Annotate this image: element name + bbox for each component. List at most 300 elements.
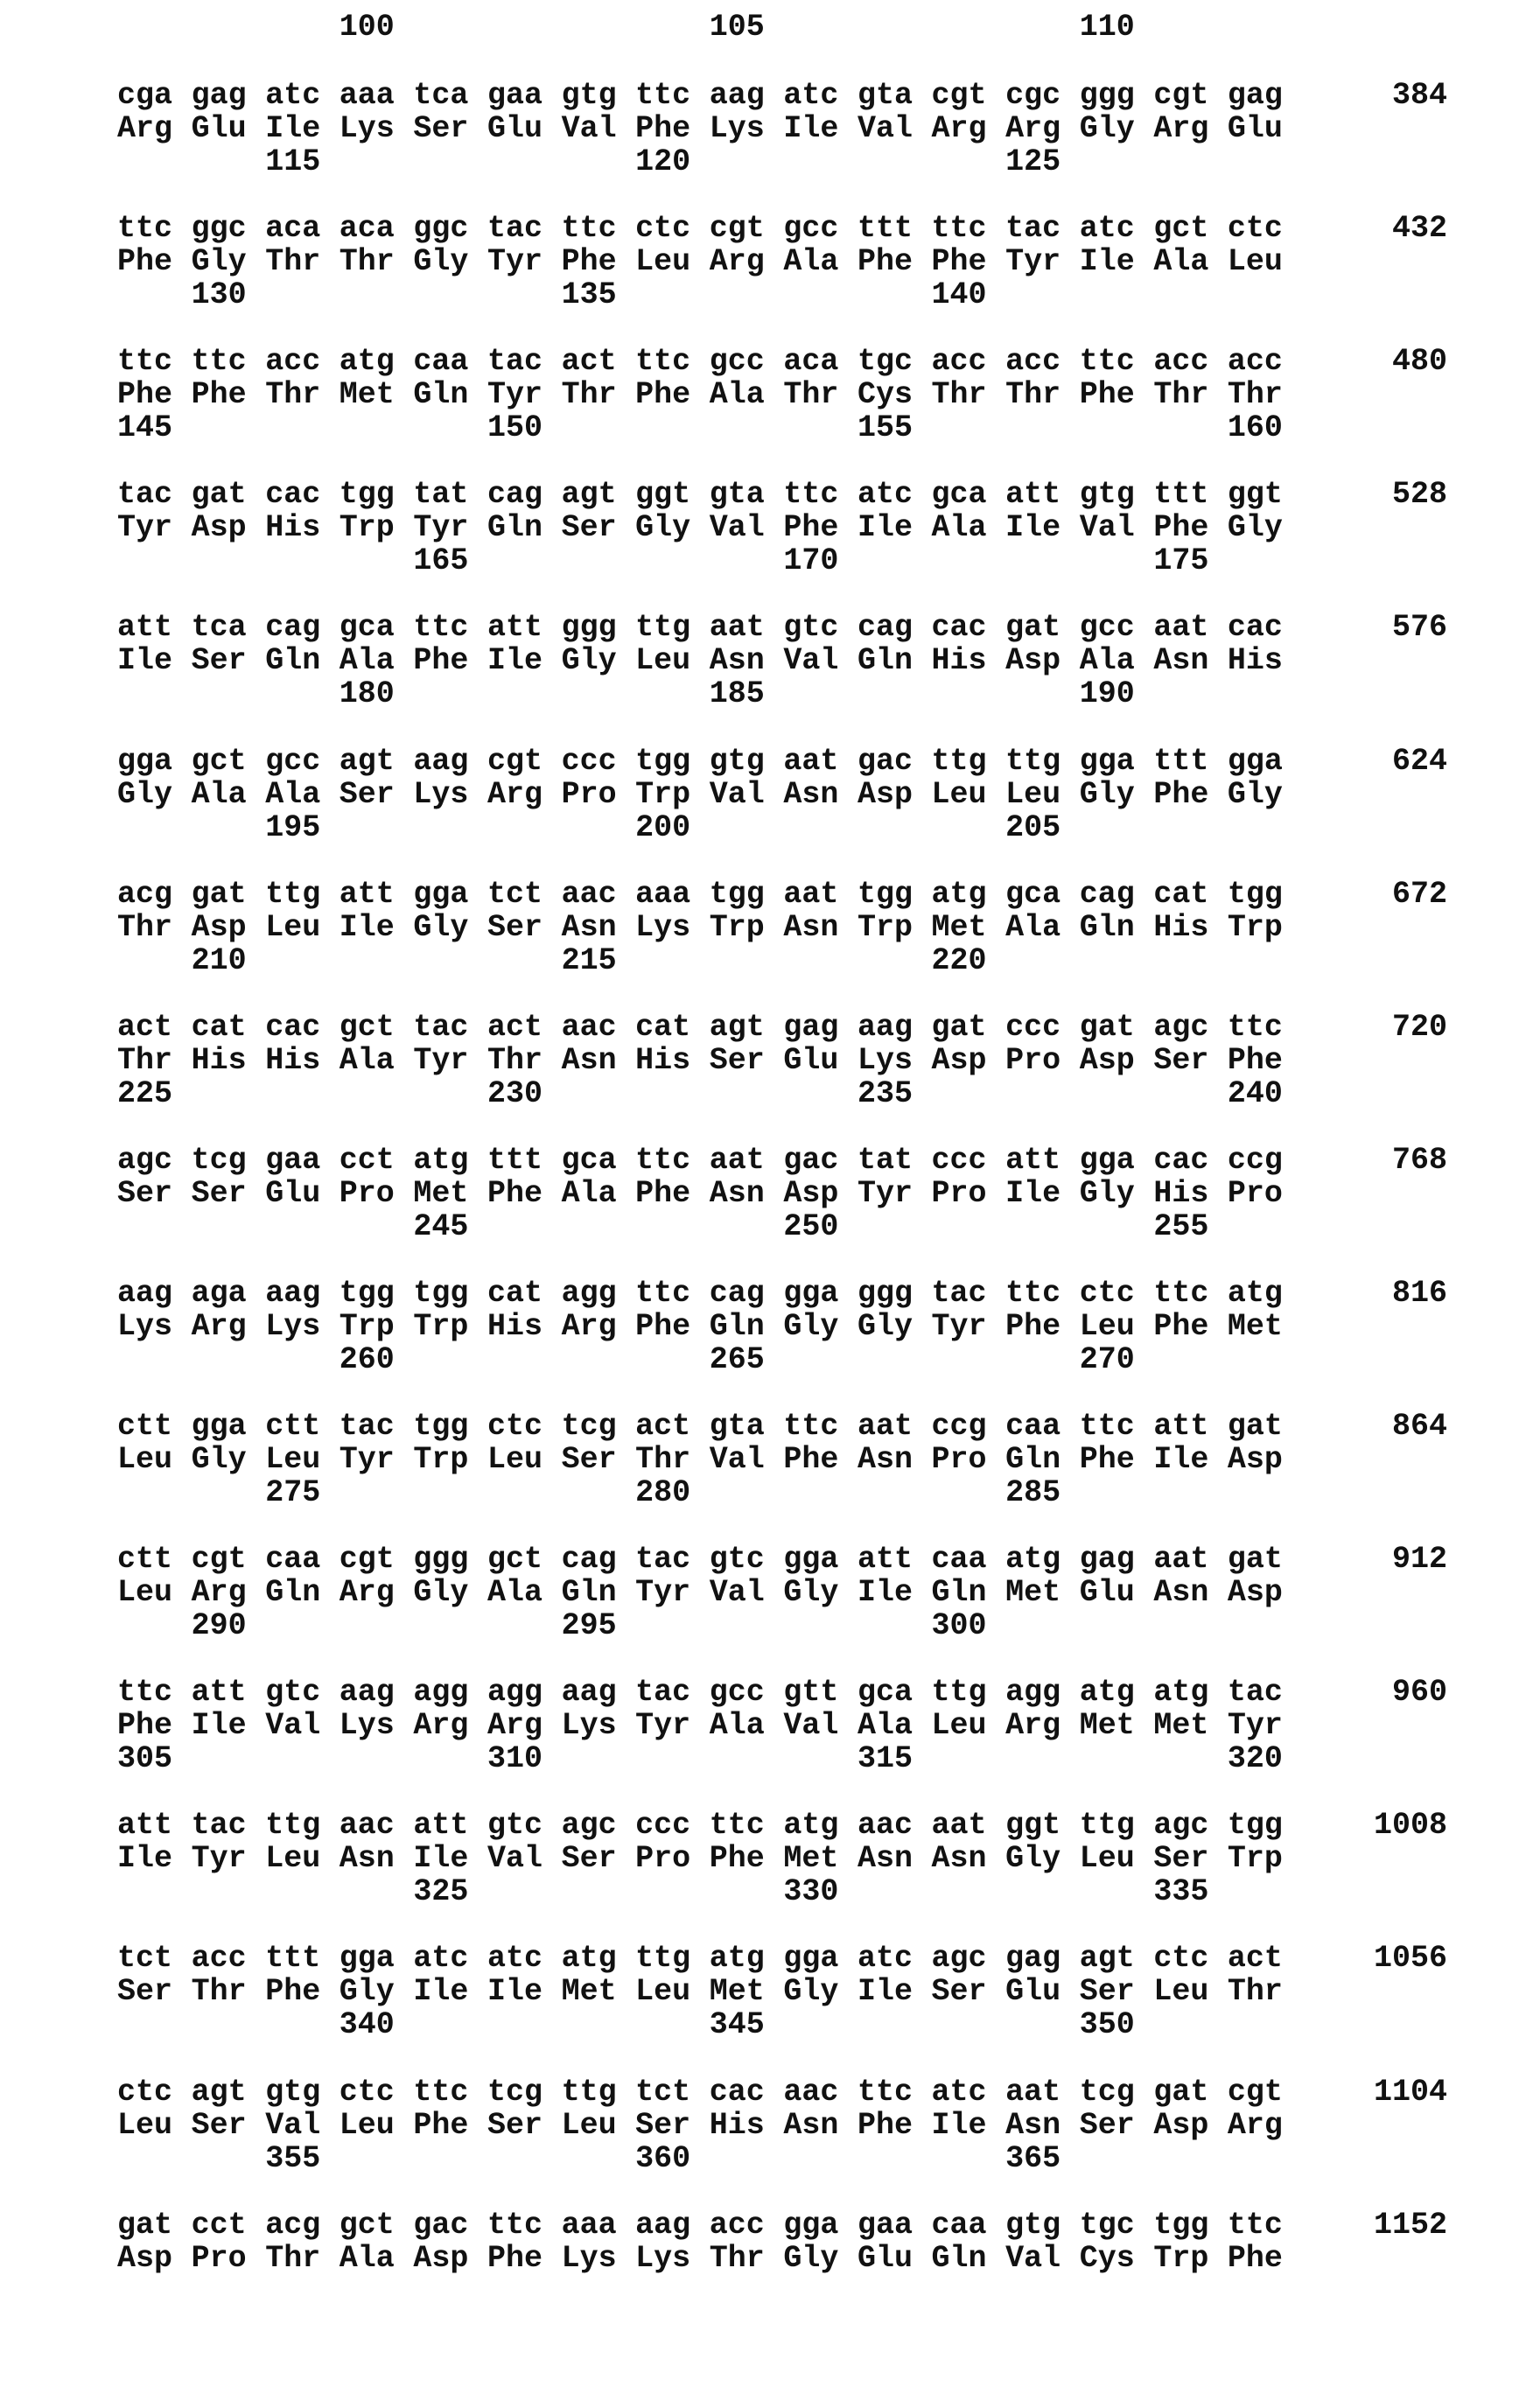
codon: gat (192, 478, 266, 511)
number-row (117, 1742, 1447, 1775)
codon: tgg (1228, 1809, 1302, 1842)
residue-number (413, 811, 487, 844)
codon: gct (340, 2208, 414, 2242)
amino-acid: Arg (1153, 112, 1228, 145)
codon: gct (1153, 212, 1228, 245)
residue-number: 290 (192, 1609, 266, 1642)
aa-row (117, 778, 1447, 811)
codon: gcc (710, 1676, 784, 1709)
codon: tgg (413, 1410, 487, 1443)
amino-acid: Ala (340, 644, 414, 677)
codon: tcg (1080, 2076, 1154, 2109)
amino-acid: Val (487, 1842, 562, 1875)
residue-number (413, 2008, 487, 2041)
residue-number (117, 811, 192, 844)
amino-acid: Phe (1153, 778, 1228, 811)
header-residue-numbers (117, 10, 1447, 44)
residue-number (932, 1077, 1006, 1110)
residue-number: 210 (192, 944, 266, 977)
codon: atg (340, 345, 414, 378)
codon: ttc (1228, 1011, 1302, 1044)
residue-number (858, 544, 932, 578)
nucleotide-position: 480 (1392, 345, 1447, 378)
amino-acid: Val (710, 511, 784, 544)
amino-acid: Leu (1228, 245, 1302, 278)
amino-acid: Asp (413, 2242, 487, 2275)
residue-number (265, 1077, 340, 1110)
codon: ttg (635, 611, 710, 644)
codon: aga (192, 1277, 266, 1310)
amino-acid: Phe (1153, 511, 1228, 544)
codon: gat (192, 878, 266, 911)
residue-number (117, 944, 192, 977)
codon: att (858, 1543, 932, 1576)
residue-number: 145 (117, 411, 192, 444)
amino-acid: Ile (413, 1842, 487, 1875)
residue-number (858, 1609, 932, 1642)
codon: gga (192, 1410, 266, 1443)
amino-acid: Tyr (192, 1842, 266, 1875)
codon: ccc (932, 1144, 1006, 1177)
codon: ccc (562, 745, 636, 778)
residue-number (1153, 1742, 1228, 1775)
residue-number (710, 944, 784, 977)
amino-acid: Asn (710, 1177, 784, 1210)
residue-number (1005, 10, 1080, 44)
residue-number (1228, 544, 1302, 578)
aa-row (117, 1177, 1447, 1210)
dna-row (117, 212, 1447, 245)
residue-number: 110 (1080, 10, 1154, 44)
residue-number (858, 1476, 932, 1509)
residue-number: 135 (562, 278, 636, 312)
residue-number (562, 1742, 636, 1775)
codon: aat (1153, 611, 1228, 644)
residue-number (710, 1476, 784, 1509)
residue-number (117, 1476, 192, 1509)
codon: att (1005, 478, 1080, 511)
residue-number (783, 1609, 858, 1642)
residue-number: 155 (858, 411, 932, 444)
codon: agc (117, 1144, 192, 1177)
residue-number (1228, 1875, 1302, 1908)
codon: acc (1153, 345, 1228, 378)
sequence-block (117, 1543, 1447, 1642)
residue-number (635, 944, 710, 977)
amino-acid: Arg (340, 1576, 414, 1609)
residue-number (1153, 411, 1228, 444)
codon: gtg (265, 2076, 340, 2109)
residue-number (265, 411, 340, 444)
codon: act (487, 1011, 562, 1044)
codon: cac (710, 2076, 784, 2109)
codon: ttc (413, 2076, 487, 2109)
codon: acg (117, 878, 192, 911)
codon: ctc (1153, 1942, 1228, 1975)
number-row (117, 1077, 1447, 1110)
residue-number (413, 677, 487, 710)
codon: cat (635, 1011, 710, 1044)
amino-acid: Asp (117, 2242, 192, 2275)
residue-number: 270 (1080, 1343, 1154, 1376)
amino-acid: Met (1080, 1709, 1154, 1742)
residue-number (265, 1343, 340, 1376)
residue-number (1005, 2008, 1080, 2041)
codon: aac (562, 878, 636, 911)
residue-number: 150 (487, 411, 562, 444)
codon: gac (413, 2208, 487, 2242)
residue-number (932, 1875, 1006, 1908)
residue-number: 120 (635, 145, 710, 178)
codon: ttg (265, 878, 340, 911)
codon: gtg (562, 79, 636, 112)
residue-number: 180 (340, 677, 414, 710)
amino-acid: Ile (1153, 1443, 1228, 1476)
amino-acid: Pro (932, 1443, 1006, 1476)
amino-acid: Gln (1005, 1443, 1080, 1476)
amino-acid: Gly (562, 644, 636, 677)
amino-acid: Lys (265, 1310, 340, 1343)
residue-number (487, 2008, 562, 2041)
codon: cgt (1153, 79, 1228, 112)
residue-number (1005, 944, 1080, 977)
amino-acid: Lys (117, 1310, 192, 1343)
residue-number (487, 1210, 562, 1243)
amino-acid: Arg (192, 1310, 266, 1343)
dna-row (117, 878, 1447, 911)
nucleotide-position: 816 (1392, 1277, 1447, 1310)
amino-acid: Met (562, 1975, 636, 2008)
residue-number (1080, 544, 1154, 578)
residue-number (1080, 2142, 1154, 2175)
residue-number (1228, 2008, 1302, 2041)
amino-acid: Phe (1005, 1310, 1080, 1343)
codon: act (117, 1011, 192, 1044)
residue-number (932, 677, 1006, 710)
residue-number (932, 1210, 1006, 1243)
residue-number (635, 677, 710, 710)
codon: aag (117, 1277, 192, 1310)
amino-acid: Ile (1080, 245, 1154, 278)
amino-acid: Lys (858, 1044, 932, 1077)
number-row (117, 411, 1447, 444)
amino-acid: Met (783, 1842, 858, 1875)
codon: tac (487, 345, 562, 378)
residue-number (192, 811, 266, 844)
amino-acid: Ile (265, 112, 340, 145)
amino-acid: Arg (1005, 1709, 1080, 1742)
residue-number (562, 411, 636, 444)
amino-acid: Phe (117, 378, 192, 411)
residue-number (858, 1343, 932, 1376)
residue-number (783, 1476, 858, 1509)
residue-number (1005, 411, 1080, 444)
codon: att (1153, 1410, 1228, 1443)
codon: aat (932, 1809, 1006, 1842)
codon: tac (117, 478, 192, 511)
residue-number (710, 544, 784, 578)
codon: cag (1080, 878, 1154, 911)
residue-number (710, 145, 784, 178)
codon: agt (562, 478, 636, 511)
amino-acid: Phe (858, 2109, 932, 2142)
amino-acid: Lys (562, 2242, 636, 2275)
residue-number (932, 811, 1006, 844)
residue-number (858, 677, 932, 710)
residue-number (1005, 278, 1080, 312)
codon: tca (413, 79, 487, 112)
codon: acc (710, 2208, 784, 2242)
amino-acid: Ser (1153, 1842, 1228, 1875)
amino-acid: Tyr (635, 1709, 710, 1742)
codon: ttc (117, 345, 192, 378)
codon: ttt (487, 1144, 562, 1177)
codon: cgt (192, 1543, 266, 1576)
residue-number (117, 2008, 192, 2041)
codon: att (117, 611, 192, 644)
amino-acid: Pro (1005, 1044, 1080, 1077)
residue-number (117, 145, 192, 178)
codon: aag (710, 79, 784, 112)
codon: tac (932, 1277, 1006, 1310)
codon: atg (413, 1144, 487, 1177)
codon: tac (635, 1543, 710, 1576)
amino-acid: Ala (932, 511, 1006, 544)
sequence-block (117, 345, 1447, 444)
residue-number (562, 1077, 636, 1110)
amino-acid: Arg (562, 1310, 636, 1343)
codon: aat (783, 878, 858, 911)
residue-number (1228, 1343, 1302, 1376)
aa-row (117, 1842, 1447, 1875)
residue-number: 105 (710, 10, 784, 44)
codon: ggt (635, 478, 710, 511)
amino-acid: Ile (1005, 1177, 1080, 1210)
amino-acid: Asp (1080, 1044, 1154, 1077)
codon: atg (932, 878, 1006, 911)
amino-acid: Met (1153, 1709, 1228, 1742)
codon: ttc (1153, 1277, 1228, 1310)
amino-acid: Phe (117, 1709, 192, 1742)
amino-acid: Phe (635, 112, 710, 145)
amino-acid: Ser (192, 1177, 266, 1210)
aa-row (117, 245, 1447, 278)
amino-acid: Ser (340, 778, 414, 811)
amino-acid: Phe (1080, 1443, 1154, 1476)
codon: att (192, 1676, 266, 1709)
codon: gca (340, 611, 414, 644)
residue-number (932, 411, 1006, 444)
residue-number: 160 (1228, 411, 1302, 444)
residue-number (192, 544, 266, 578)
amino-acid: Arg (413, 1709, 487, 1742)
codon: tct (635, 2076, 710, 2109)
residue-number (635, 2008, 710, 2041)
codon: ttc (192, 345, 266, 378)
codon: tgg (710, 878, 784, 911)
amino-acid: Gly (783, 1310, 858, 1343)
residue-number (783, 944, 858, 977)
codon: tac (1005, 212, 1080, 245)
codon: atc (858, 478, 932, 511)
amino-acid: Leu (1080, 1310, 1154, 1343)
amino-acid: His (487, 1310, 562, 1343)
amino-acid: Gln (932, 1576, 1006, 1609)
residue-number: 255 (1153, 1210, 1228, 1243)
number-row (117, 2142, 1447, 2175)
residue-number: 225 (117, 1077, 192, 1110)
nucleotide-position: 1104 (1374, 2076, 1447, 2109)
amino-acid: Ile (487, 1975, 562, 2008)
residue-number (340, 1476, 414, 1509)
residue-number (413, 278, 487, 312)
amino-acid: Ile (340, 911, 414, 944)
dna-row (117, 478, 1447, 511)
codon: agc (932, 1942, 1006, 1975)
codon: ttg (932, 745, 1006, 778)
codon: atg (1153, 1676, 1228, 1709)
residue-number: 200 (635, 811, 710, 844)
residue-number (265, 944, 340, 977)
codon: atg (1080, 1676, 1154, 1709)
amino-acid: Thr (487, 1044, 562, 1077)
codon: tgg (340, 478, 414, 511)
residue-number (783, 677, 858, 710)
codon: gga (1080, 745, 1154, 778)
amino-acid: Gly (783, 1576, 858, 1609)
amino-acid: Val (562, 112, 636, 145)
codon: ggg (562, 611, 636, 644)
residue-number (635, 1343, 710, 1376)
amino-acid: Phe (635, 1310, 710, 1343)
residue-number (1153, 1343, 1228, 1376)
residue-number (1005, 1742, 1080, 1775)
amino-acid: Val (265, 2109, 340, 2142)
amino-acid: Ser (413, 112, 487, 145)
amino-acid: Ile (413, 1975, 487, 2008)
codon: gga (340, 1942, 414, 1975)
amino-acid: Leu (932, 1709, 1006, 1742)
residue-number (562, 1875, 636, 1908)
codon: tgg (635, 745, 710, 778)
amino-acid: Tyr (1228, 1709, 1302, 1742)
codon: gat (117, 2208, 192, 2242)
amino-acid: Asn (1153, 1576, 1228, 1609)
amino-acid: Ser (1153, 1044, 1228, 1077)
residue-number (1228, 10, 1302, 44)
dna-row (117, 1942, 1447, 1975)
residue-number (265, 1742, 340, 1775)
codon: aca (783, 345, 858, 378)
codon: gga (783, 2208, 858, 2242)
codon: caa (265, 1543, 340, 1576)
residue-number (858, 10, 932, 44)
residue-number: 195 (265, 811, 340, 844)
codon: att (413, 1809, 487, 1842)
codon: ggg (858, 1277, 932, 1310)
codon: ttc (710, 1809, 784, 1842)
nucleotide-position: 432 (1392, 212, 1447, 245)
amino-acid: Ala (265, 778, 340, 811)
codon: att (1005, 1144, 1080, 1177)
codon: tct (487, 878, 562, 911)
amino-acid: Gly (1228, 778, 1302, 811)
residue-number (932, 10, 1006, 44)
amino-acid: Val (1080, 511, 1154, 544)
amino-acid: Phe (117, 245, 192, 278)
codon: tcg (192, 1144, 266, 1177)
amino-acid: Val (783, 644, 858, 677)
codon: ctt (117, 1410, 192, 1443)
amino-acid: Asn (340, 1842, 414, 1875)
amino-acid: Met (413, 1177, 487, 1210)
codon: gat (1228, 1410, 1302, 1443)
amino-acid: Asn (783, 778, 858, 811)
residue-number: 305 (117, 1742, 192, 1775)
residue-number (1153, 2142, 1228, 2175)
codon: gcc (710, 345, 784, 378)
residue-number (1005, 544, 1080, 578)
residue-number (413, 1609, 487, 1642)
amino-acid: Tyr (413, 1044, 487, 1077)
amino-acid: Pro (562, 778, 636, 811)
codon: tac (192, 1809, 266, 1842)
residue-number (932, 1742, 1006, 1775)
residue-number (192, 10, 266, 44)
amino-acid: Phe (635, 1177, 710, 1210)
codon: ctc (487, 1410, 562, 1443)
codon: cct (192, 2208, 266, 2242)
codon: cac (265, 1011, 340, 1044)
aa-row (117, 511, 1447, 544)
codon: gat (1228, 1543, 1302, 1576)
amino-acid: Thr (1228, 378, 1302, 411)
amino-acid: Gln (562, 1576, 636, 1609)
codon: gaa (487, 79, 562, 112)
codon: tgc (1080, 2208, 1154, 2242)
amino-acid: Gln (413, 378, 487, 411)
amino-acid: Leu (1005, 778, 1080, 811)
amino-acid: Ser (487, 2109, 562, 2142)
residue-number: 360 (635, 2142, 710, 2175)
codon: ggg (413, 1543, 487, 1576)
codon: ttc (635, 345, 710, 378)
amino-acid: Ile (858, 1975, 932, 2008)
amino-acid: Trp (710, 911, 784, 944)
residue-number (562, 10, 636, 44)
residue-number (783, 278, 858, 312)
residue-number (635, 1875, 710, 1908)
codon: caa (932, 1543, 1006, 1576)
amino-acid: Glu (1228, 112, 1302, 145)
amino-acid: Pro (1228, 1177, 1302, 1210)
amino-acid: Asn (1153, 644, 1228, 677)
codon: gat (1005, 611, 1080, 644)
sequence-block (117, 1676, 1447, 1775)
amino-acid: Glu (1005, 1975, 1080, 2008)
codon: aag (562, 1676, 636, 1709)
residue-number (413, 1742, 487, 1775)
residue-number: 205 (1005, 811, 1080, 844)
codon: tgg (413, 1277, 487, 1310)
residue-number (192, 1476, 266, 1509)
nucleotide-position: 1152 (1374, 2208, 1447, 2242)
residue-number (1153, 811, 1228, 844)
codon: ttc (413, 611, 487, 644)
amino-acid: Thr (192, 1975, 266, 2008)
amino-acid: Ala (1080, 644, 1154, 677)
codon: ttc (932, 212, 1006, 245)
